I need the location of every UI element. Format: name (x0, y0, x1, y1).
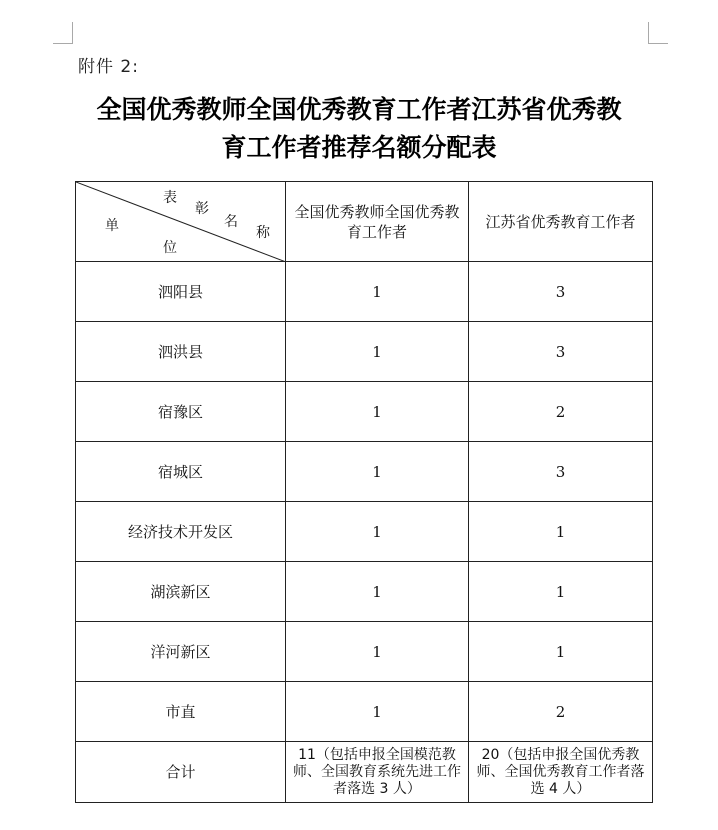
total-row (76, 742, 653, 803)
crop-mark-top-right-h (648, 43, 668, 44)
corner-char-wei: 位 (163, 240, 177, 256)
corner-char-cheng: 称 (256, 225, 270, 241)
national-quota-cell: 1 (286, 562, 469, 622)
unit-cell: 湖滨新区 (76, 562, 286, 622)
table-header-row (76, 182, 653, 262)
document-title-line-2: 育工作者推荐名额分配表 (221, 133, 497, 162)
corner-char-biao: 表 (163, 190, 177, 206)
crop-mark-top-right-v (648, 22, 649, 44)
national-quota-cell: 1 (286, 502, 469, 562)
national-quota-cell: 1 (286, 262, 469, 322)
crop-mark-top-left-h (53, 43, 73, 44)
table-row (76, 322, 653, 382)
table-row (76, 262, 653, 322)
provincial-quota-cell: 3 (469, 322, 653, 382)
provincial-quota-cell: 2 (469, 682, 653, 742)
unit-cell: 宿豫区 (76, 382, 286, 442)
unit-cell: 市直 (76, 682, 286, 742)
corner-char-dan: 单 (105, 218, 119, 234)
corner-header-cell (76, 182, 286, 262)
total-provincial-cell: 20（包括申报全国优秀教师、全国优秀教育工作者落选 4 人） (469, 742, 653, 803)
column-header-provincial: 江苏省优秀教育工作者 (469, 182, 653, 262)
document-title-line-1: 全国优秀教师全国优秀教育工作者江苏省优秀教 (96, 95, 622, 124)
corner-char-zhang: 彰 (195, 201, 209, 217)
total-national-cell: 11（包括申报全国模范教师、全国教育系统先进工作者落选 3 人） (286, 742, 469, 803)
crop-mark-top-left-v (72, 22, 73, 44)
national-quota-cell: 1 (286, 442, 469, 502)
table-row (76, 502, 653, 562)
provincial-quota-cell: 3 (469, 262, 653, 322)
column-header-national: 全国优秀教师全国优秀教育工作者 (286, 182, 469, 262)
provincial-quota-cell: 1 (469, 502, 653, 562)
national-quota-cell: 1 (286, 322, 469, 382)
table-row (76, 442, 653, 502)
provincial-quota-cell: 1 (469, 622, 653, 682)
table-row (76, 622, 653, 682)
table-row (76, 382, 653, 442)
unit-cell: 泗阳县 (76, 262, 286, 322)
national-quota-cell: 1 (286, 682, 469, 742)
unit-cell: 宿城区 (76, 442, 286, 502)
corner-char-ming: 名 (224, 214, 238, 230)
national-quota-cell: 1 (286, 382, 469, 442)
attachment-label: 附件 2: (78, 57, 139, 77)
national-quota-cell: 1 (286, 622, 469, 682)
provincial-quota-cell: 1 (469, 562, 653, 622)
unit-cell: 经济技术开发区 (76, 502, 286, 562)
table-row (76, 562, 653, 622)
unit-cell: 泗洪县 (76, 322, 286, 382)
table-row (76, 682, 653, 742)
total-label-cell: 合计 (76, 742, 286, 803)
unit-cell: 洋河新区 (76, 622, 286, 682)
provincial-quota-cell: 3 (469, 442, 653, 502)
quota-table (75, 181, 653, 803)
provincial-quota-cell: 2 (469, 382, 653, 442)
